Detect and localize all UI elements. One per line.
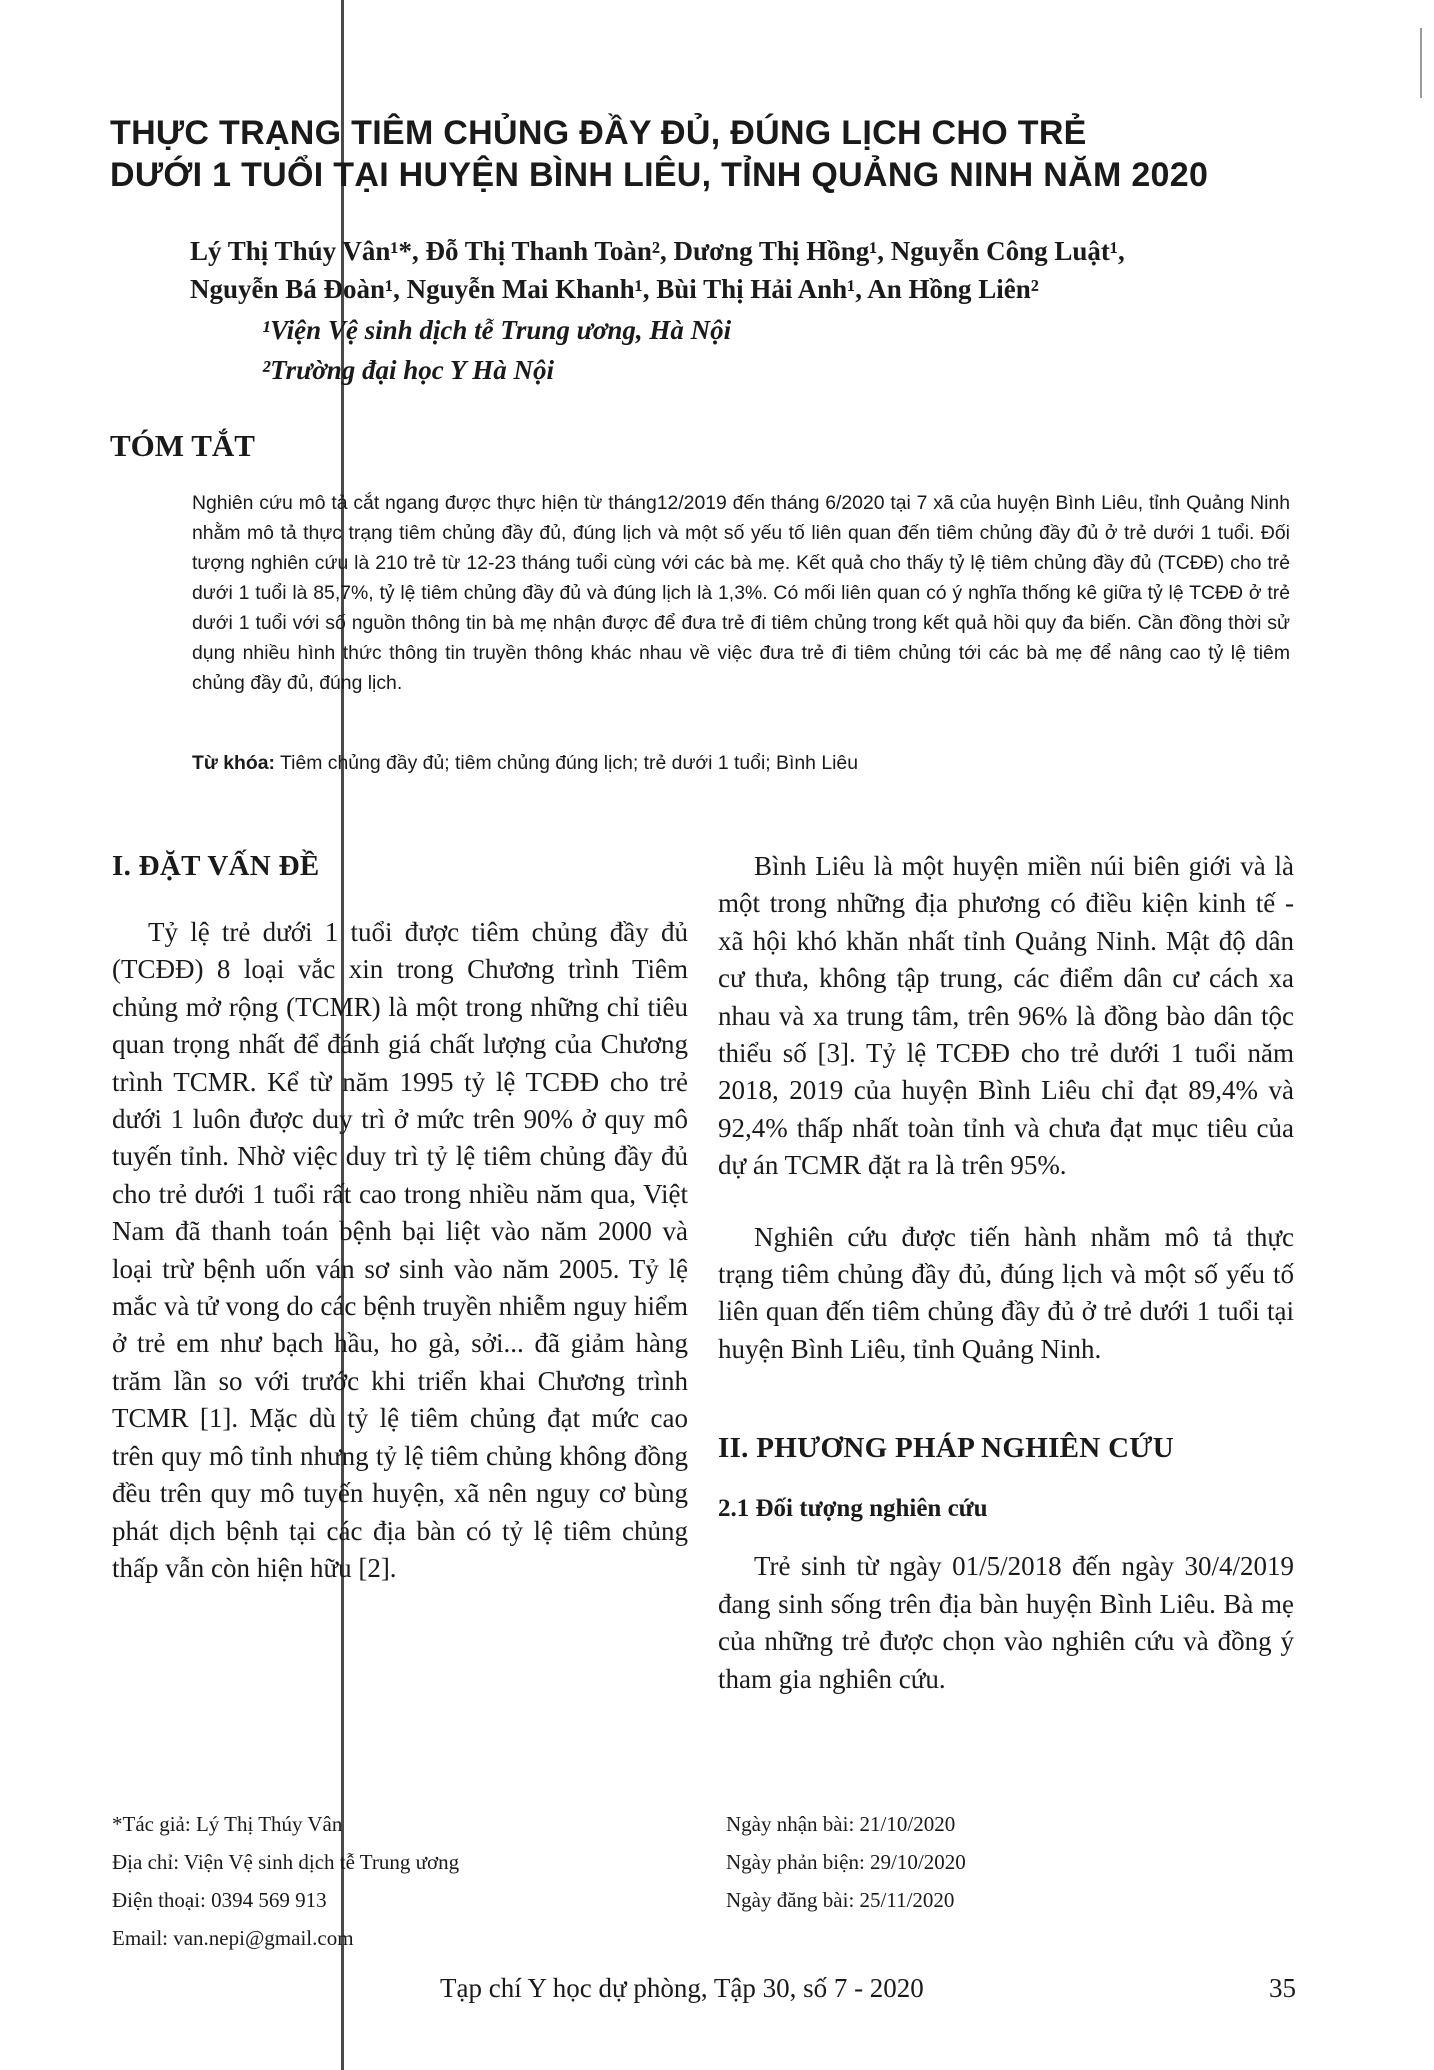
footnote-phone: Điện thoại: 0394 569 913 bbox=[112, 1888, 327, 1912]
authors-line-2: Nguyễn Bá Đoàn¹, Nguyễn Mai Khanh¹, Bùi Thị Hải Anh¹, An Hồng Liên² bbox=[190, 274, 1039, 304]
subsection-2-1-heading: 2.1 Đối tượng nghiên cứu bbox=[718, 1495, 988, 1523]
footnote-author: *Tác giả: Lý Thị Thúy Vân bbox=[112, 1812, 343, 1836]
subsection-2-1-paragraph: Trẻ sinh từ ngày 01/5/2018 đến ngày 30/4/2019 đang sinh sống trên địa bàn huyện Bình Liêu. Bà mẹ của những trẻ được chọn vào nghiên cứu và đồng ý tham gia nghiên cứu. bbox=[718, 1551, 1294, 1694]
page-number: 35 bbox=[1269, 1973, 1296, 2003]
authors-line-1: Lý Thị Thúy Vân¹*, Đỗ Thị Thanh Toàn², Dương Thị Hồng¹, Nguyễn Công Luật¹, bbox=[190, 236, 1125, 266]
title-line-2: DƯỚI 1 TUỔI TẠI HUYỆN BÌNH LIÊU, TỈNH QUẢNG NINH NĂM 2020 bbox=[110, 156, 1209, 194]
section-1-paragraph-2: Bình Liêu là một huyện miền núi biên giới và là một trong những địa phương có điều kiện kinh tế - xã hội khó khăn nhất tỉnh Quảng Ninh. Mật độ dân cư thưa, không tập trung, các điểm dân cư cách xa nhau và xa trung tâm, trên 96% là đồng bào dân tộc thiểu số [3]. Tỷ lệ TCĐĐ cho trẻ dưới 1 tuổi năm 2018, 2019 của huyện Bình Liêu chỉ đạt 89,4% và 92,4% thấp nhất toàn tỉnh và chưa đạt mục tiêu của dự án TCMR đặt ra là trên 95%. bbox=[718, 851, 1294, 1181]
right-column bbox=[718, 848, 1294, 1698]
correspondence-footnote bbox=[112, 1805, 632, 1957]
abstract-text: Nghiên cứu mô tả cắt ngang được thực hiện từ tháng12/2019 đến tháng 6/2020 tại 7 xã của huyện Bình Liêu, tỉnh Quảng Ninh nhằm mô tả thực trạng tiêm chủng đầy đủ, đúng lịch và một số yếu tố liên quan đến tiêm chủng đầy đủ ở trẻ dưới 1 tuổi. Đối tượng nghiên cứu là 210 trẻ từ 12-23 tháng tuổi cùng với các bà mẹ. Kết quả cho thấy tỷ lệ tiêm chủng đầy đủ (TCĐĐ) cho trẻ dưới 1 tuổi là 85,7%, tỷ lệ tiêm chủng đầy đủ và đúng lịch là 1,3%. Có mối liên quan có ý nghĩa thống kê giữa tỷ lệ TCĐĐ ở trẻ dưới 1 tuổi với số nguồn thông tin bà mẹ nhận được để đưa trẻ đi tiêm chủng trong kết quả hồi quy đa biến. Cần đồng thời sử dụng nhiều hình thức thông tin truyền thông khác nhau về việc đưa trẻ đi tiêm chủng tới các bà mẹ để nâng cao tỷ lệ tiêm chủng đầy đủ, đúng lịch. bbox=[192, 492, 1290, 694]
keywords-text: Tiêm chủng đầy đủ; tiêm chủng đúng lịch; trẻ dưới 1 tuổi; Bình Liêu bbox=[275, 752, 858, 774]
affiliation-2: ²Trường đại học Y Hà Nội bbox=[262, 355, 555, 385]
keywords bbox=[192, 752, 1292, 775]
abstract-heading: TÓM TẮT bbox=[110, 428, 255, 463]
section-1-heading: I. ĐẶT VẤN ĐỀ bbox=[112, 850, 320, 882]
left-column bbox=[112, 848, 688, 1587]
date-reviewed: Ngày phản biện: 29/10/2020 bbox=[726, 1850, 966, 1874]
footnote-address: Địa chỉ: Viện Vệ sinh dịch tễ Trung ương bbox=[112, 1850, 460, 1874]
article-title bbox=[110, 112, 1310, 196]
section-1-paragraph-1: Tỷ lệ trẻ dưới 1 tuổi được tiêm chủng đầy đủ (TCĐĐ) 8 loại vắc xin trong Chương trình Tiêm chủng mở rộng (TCMR) là một trong những chỉ tiêu quan trọng nhất để đánh giá chất lượng của Chương trình TCMR. Kể từ năm 1995 tỷ lệ TCĐĐ cho trẻ dưới 1 luôn được duy trì ở mức trên 90% ở quy mô tuyến tỉnh. Nhờ việc duy trì tỷ lệ tiêm chủng đầy đủ cho trẻ dưới 1 tuổi rất cao trong nhiều năm qua, Việt Nam đã thanh toán bệnh bại liệt vào năm 2000 và loại trừ bệnh uốn ván sơ sinh vào năm 2005. Tỷ lệ mắc và tử vong do các bệnh truyền nhiễm nguy hiểm ở trẻ em như bạch hầu, ho gà, sởi... đã giảm hàng trăm lần so với trước khi triển khai Chương trình TCMR [1]. Mặc dù tỷ lệ tiêm chủng đạt mức cao trên quy mô tỉnh nhưng tỷ lệ tiêm chủng không đồng đều trên quy mô tuyến huyện, xã nên nguy cơ bùng phát dịch bệnh tại các địa bàn có tỷ lệ tiêm chủng thấp vẫn còn hiện hữu [2]. bbox=[112, 917, 688, 1583]
footnote-email: Email: van.nepi@gmail.com bbox=[112, 1926, 354, 1950]
section-1-paragraph-3: Nghiên cứu được tiến hành nhằm mô tả thực trạng tiêm chủng đầy đủ, đúng lịch và một số yếu tố liên quan đến tiêm chủng đầy đủ ở trẻ dưới 1 tuổi tại huyện Bình Liêu, tỉnh Quảng Ninh. bbox=[718, 1221, 1294, 1364]
keywords-label: Từ khóa: bbox=[192, 752, 275, 774]
date-published: Ngày đăng bài: 25/11/2020 bbox=[726, 1888, 955, 1912]
scan-edge-mark bbox=[1420, 28, 1422, 98]
title-line-1: THỰC TRẠNG TIÊM CHỦNG ĐẦY ĐỦ, ĐÚNG LỊCH CHO TRẺ bbox=[110, 114, 1087, 152]
date-received: Ngày nhận bài: 21/10/2020 bbox=[726, 1812, 956, 1836]
section-2-heading: II. PHƯƠNG PHÁP NGHIÊN CỨU bbox=[718, 1432, 1174, 1465]
journal-footer: Tạp chí Y học dự phòng, Tập 30, số 7 - 2020 bbox=[440, 1973, 924, 2003]
affiliation-1: ¹Viện Vệ sinh dịch tễ Trung ương, Hà Nội bbox=[262, 315, 732, 345]
author-list bbox=[190, 232, 1370, 308]
article-dates bbox=[726, 1805, 1146, 1919]
